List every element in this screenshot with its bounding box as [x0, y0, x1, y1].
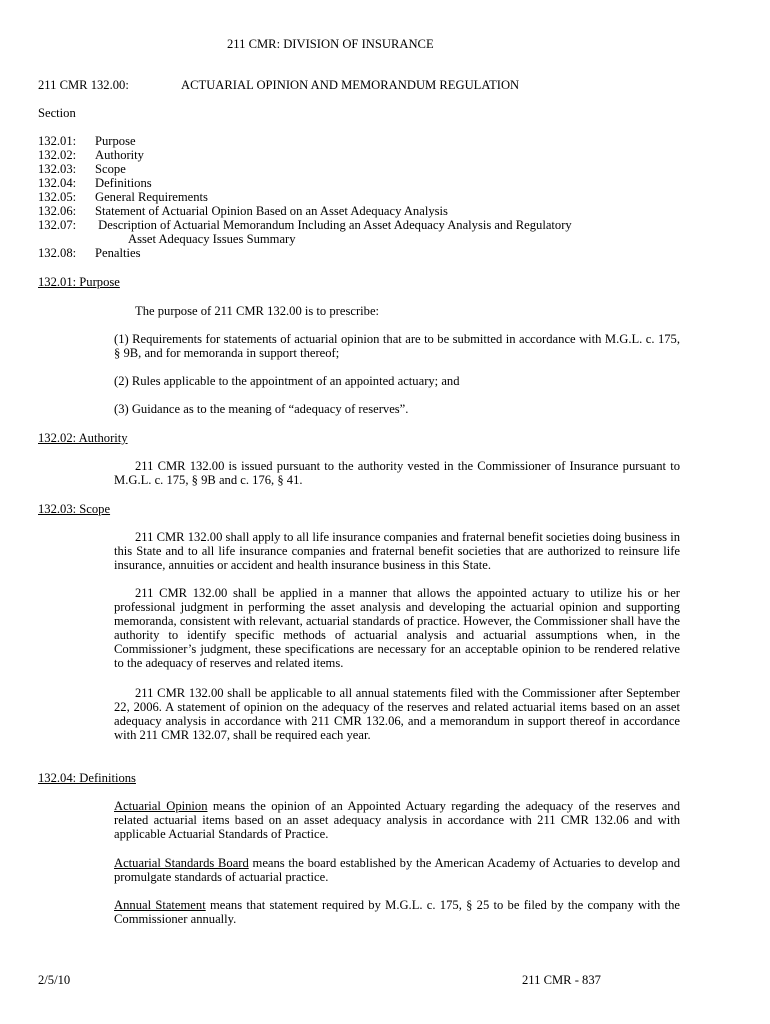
- toc-title: Description of Actuarial Memorandum Including an Asset Adequacy Analysis and Regulatory: [95, 218, 572, 232]
- definition-term: Annual Statement: [114, 898, 206, 912]
- toc-title: Statement of Actuarial Opinion Based on an Asset Adequacy Analysis: [95, 204, 448, 218]
- toc-item: [38, 190, 208, 204]
- definition-text: means that statement required by M.G.L. c. 175, § 25 to be filed by the company with the Commissioner annually.: [114, 898, 680, 926]
- definition-item: [114, 898, 680, 926]
- toc-num: 132.05:: [38, 190, 77, 204]
- toc-title: Definitions: [95, 176, 152, 190]
- purpose-intro: The purpose of 211 CMR 132.00 is to prescribe:: [135, 304, 380, 318]
- toc-item: [38, 204, 448, 218]
- definition-text: means the opinion of an Appointed Actuary regarding the adequacy of the reserves and related actuarial items based on an asset adequacy analysis in accordance with 211 CMR 132.06 and with applicable Actuarial Standards of Practice.: [114, 799, 680, 841]
- toc-item: [38, 246, 140, 260]
- scope-text: 211 CMR 132.00 shall be applied in a manner that allows the appointed actuary to utilize his or her professional judgment in performing the asset analysis and developing the actuarial opinion and supporting memoranda, consistent with relevant, actuarial standards of practice. However, the Commissioner shall have the authority to identify specific methods of actuarial analysis and actuarial assumptions when, in the Commissioner’s judgment, these specifications are necessary for an acceptable opinion to be rendered relative to the adequacy of reserves and related items.: [114, 586, 680, 670]
- page-title: 211 CMR: DIVISION OF INSURANCE: [227, 37, 434, 51]
- definition-term: Actuarial Opinion: [114, 799, 208, 813]
- toc-item: [38, 148, 144, 162]
- toc-item: [38, 162, 126, 176]
- toc-item: [38, 218, 572, 232]
- toc-num: 132.02:: [38, 148, 77, 162]
- toc-title: Purpose: [95, 134, 136, 148]
- scope-paragraph: [114, 586, 680, 670]
- toc-num: 132.01:: [38, 134, 77, 148]
- section-heading-authority: 132.02: Authority: [38, 431, 128, 445]
- toc-item: [38, 176, 152, 190]
- regulation-number: 211 CMR 132.00:: [38, 78, 129, 92]
- toc-num: 132.08:: [38, 246, 77, 260]
- purpose-item: (2) Rules applicable to the appointment of an appointed actuary; and: [114, 374, 460, 388]
- definition-term: Actuarial Standards Board: [114, 856, 249, 870]
- toc-item: [38, 134, 136, 148]
- toc-title: Penalties: [95, 246, 141, 260]
- toc-num: 132.06:: [38, 204, 77, 218]
- toc-num: 132.04:: [38, 176, 77, 190]
- scope-text: 211 CMR 132.00 shall be applicable to all annual statements filed with the Commissioner after September 22, 2006. A statement of opinion on the adequacy of the reserves and related actuarial items based on an asset adequacy analysis in accordance with 211 CMR 132.06, and a memorandum in support thereof in accordance with 211 CMR 132.07, shall be required each year.: [114, 686, 680, 742]
- regulation-title: ACTUARIAL OPINION AND MEMORANDUM REGULATION: [181, 78, 520, 92]
- section-label: Section: [38, 106, 76, 120]
- section-heading-purpose: 132.01: Purpose: [38, 275, 120, 289]
- scope-paragraph: [114, 530, 680, 572]
- toc-continuation: Asset Adequacy Issues Summary: [128, 232, 296, 246]
- purpose-item: (1) Requirements for statements of actuarial opinion that are to be submitted in accordance with M.G.L. c. 175, § 9B, and for memoranda in support thereof;: [114, 332, 680, 360]
- toc-num: 132.07:: [38, 218, 77, 232]
- footer-date: 2/5/10: [38, 973, 71, 987]
- scope-paragraph: [114, 686, 680, 742]
- toc-num: 132.03:: [38, 162, 77, 176]
- toc-title: General Requirements: [95, 190, 208, 204]
- definition-text: means the board established by the American Academy of Actuaries to develop and promulgate standards of actuarial practice.: [114, 856, 680, 884]
- section-heading-scope: 132.03: Scope: [38, 502, 111, 516]
- footer-page-number: 211 CMR - 837: [522, 973, 601, 987]
- toc-title: Scope: [95, 162, 126, 176]
- authority-paragraph: [114, 459, 680, 487]
- definition-item: [114, 856, 680, 884]
- purpose-item: (3) Guidance as to the meaning of “adequacy of reserves”.: [114, 402, 409, 416]
- definition-item: [114, 799, 680, 841]
- scope-text: 211 CMR 132.00 shall apply to all life insurance companies and fraternal benefit societies doing business in this State and to all life insurance companies and fraternal benefit societies that are authorized to reinsure life insurance, annuities or accident and health insurance business in this State.: [114, 530, 680, 572]
- section-heading-definitions: 132.04: Definitions: [38, 771, 136, 785]
- authority-text: 211 CMR 132.00 is issued pursuant to the authority vested in the Commissioner of Insurance pursuant to M.G.L. c. 175, § 9B and c. 176, § 41.: [114, 459, 680, 487]
- toc-title: Authority: [95, 148, 144, 162]
